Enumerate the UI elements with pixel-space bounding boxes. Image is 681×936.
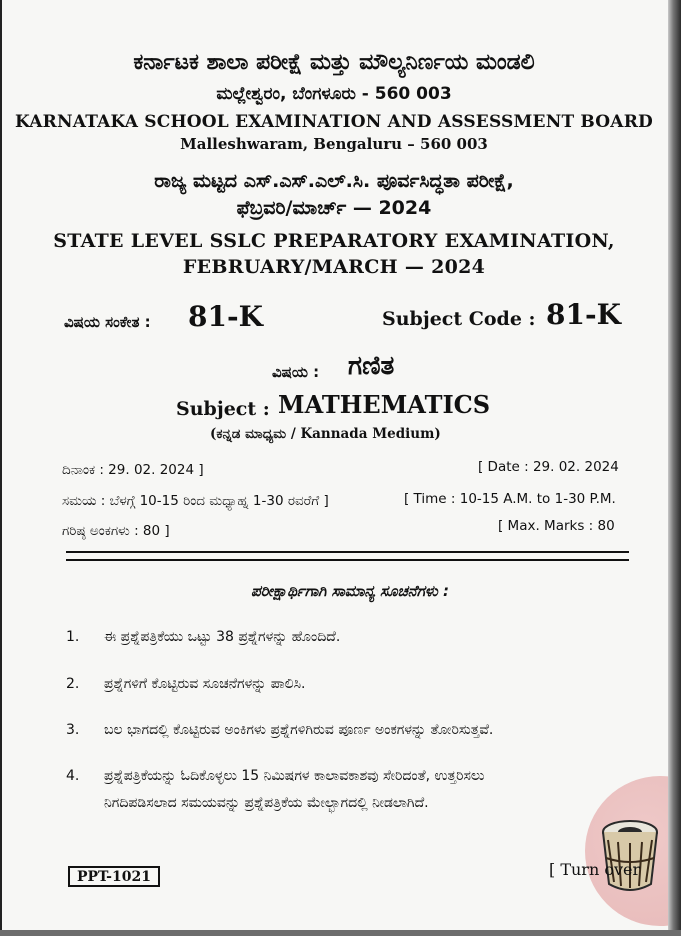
exam-title-kannada-line2: ಫೆಬ್ರವರಿ/ಮಾರ್ಚ್ — 2024 <box>236 197 432 219</box>
exam-title-kannada-line1: ರಾಜ್ಯ ಮಟ್ಟದ ಎಸ್.ಎಸ್.ಎಲ್.ಸಿ. ಪೂರ್ವಸಿದ್ಧತಾ ಪರೀಕ್ಷೆ, <box>154 170 514 192</box>
turn-over-note: [ Turn over <box>549 860 641 879</box>
subject-code-label-english: Subject Code : <box>382 308 536 330</box>
double-rule-top <box>66 551 629 553</box>
instruction-number: 2. <box>66 676 80 692</box>
date-english: [ Date : 29. 02. 2024 <box>478 459 619 475</box>
time-english: [ Time : 10-15 A.M. to 1-30 P.M. <box>404 491 616 507</box>
board-name-english: KARNATAKA SCHOOL EXAMINATION AND ASSESSMENT BOARD <box>15 112 653 132</box>
time-kannada: ಸಮಯ : ಬೆಳಗ್ಗೆ 10-15 ರಿಂದ ಮಧ್ಯಾಹ್ನ 1-30 ರವರೆಗೆ ] <box>62 493 329 509</box>
scan-bottom-edge <box>0 930 681 936</box>
subject-label-kannada: ವಿಷಯ : <box>272 363 320 381</box>
max-marks-kannada: ಗರಿಷ್ಠ ಅಂಕಗಳು : 80 ] <box>62 523 170 539</box>
subject-code-value-kannada: 81-K <box>188 300 263 333</box>
instructions-heading: ಪರೀಕ್ಷಾರ್ಥಿಗಾಗಿ ಸಾಮಾನ್ಯ ಸೂಚನೆಗಳು : <box>251 582 449 600</box>
exam-title-english-line1: STATE LEVEL SSLC PREPARATORY EXAMINATION, <box>53 230 615 252</box>
exam-title-english-line2: FEBRUARY/MARCH — 2024 <box>182 256 486 278</box>
instruction-number: 1. <box>66 629 80 645</box>
double-rule-bottom <box>66 559 629 561</box>
instruction-text: ಪ್ರಶ್ನೆಪತ್ರಿಕೆಯನ್ನು ಓದಿಕೊಳ್ಳಲು 15 ನಿಮಿಷಗಳ ಕಾಲಾವಕಾಶವು ಸೇರಿದಂತೆ, ಉತ್ತರಿಸಲು <box>104 768 485 784</box>
board-address-kannada: ಮಲ್ಲೇಶ್ವರಂ, ಬೆಂಗಳೂರು - 560 003 <box>216 84 452 104</box>
subject-label-english: Subject : <box>176 398 270 420</box>
subject-value-english: MATHEMATICS <box>278 390 491 419</box>
instruction-text: ಈ ಪ್ರಶ್ನೆಪತ್ರಿಕೆಯು ಒಟ್ಟು 38 ಪ್ರಶ್ನೆಗಳನ್ನು ಹೊಂದಿದೆ. <box>104 629 341 645</box>
instruction-text: ಬಲ ಭಾಗದಲ್ಲಿ ಕೊಟ್ಟಿರುವ ಅಂಕಿಗಳು ಪ್ರಶ್ನೆಗಳಿಗಿರುವ ಪೂರ್ಣ ಅಂಕಗಳನ್ನು ತೋರಿಸುತ್ತವೆ. <box>104 722 494 738</box>
date-kannada: ದಿನಾಂಕ : 29. 02. 2024 ] <box>62 462 204 478</box>
subject-value-kannada: ಗಣಿತ <box>348 351 395 381</box>
scan-right-edge <box>668 0 681 936</box>
max-marks-english: [ Max. Marks : 80 <box>498 518 615 534</box>
paper-code-box: PPT-1021 <box>68 866 160 887</box>
subject-code-value-english: 81-K <box>546 298 621 331</box>
tabla-drum-logo-icon <box>598 818 662 896</box>
board-name-kannada: ಕರ್ನಾಟಕ ಶಾಲಾ ಪರೀಕ್ಷೆ ಮತ್ತು ಮೌಲ್ಯನಿರ್ಣಯ ಮಂಡಲಿ <box>133 50 535 75</box>
instruction-text: ಪ್ರಶ್ನೆಗಳಿಗೆ ಕೊಟ್ಟಿರುವ ಸೂಚನೆಗಳನ್ನು ಪಾಲಿಸಿ. <box>104 676 306 692</box>
instruction-number: 4. <box>66 768 80 784</box>
instruction-number: 3. <box>66 722 80 738</box>
subject-code-label-kannada: ವಿಷಯ ಸಂಕೇತ : <box>64 313 151 331</box>
board-address-english: Malleshwaram, Bengaluru – 560 003 <box>180 135 488 153</box>
instruction-text-continued: ನಿಗದಿಪಡಿಸಲಾದ ಸಮಯವನ್ನು ಪ್ರಶ್ನೆಪತ್ರಿಕೆಯ ಮೇಲ್ಭಾಗದಲ್ಲಿ ನೀಡಲಾಗಿದೆ. <box>104 795 429 811</box>
medium-of-instruction: (ಕನ್ನಡ ಮಾಧ್ಯಮ / Kannada Medium) <box>210 426 441 442</box>
